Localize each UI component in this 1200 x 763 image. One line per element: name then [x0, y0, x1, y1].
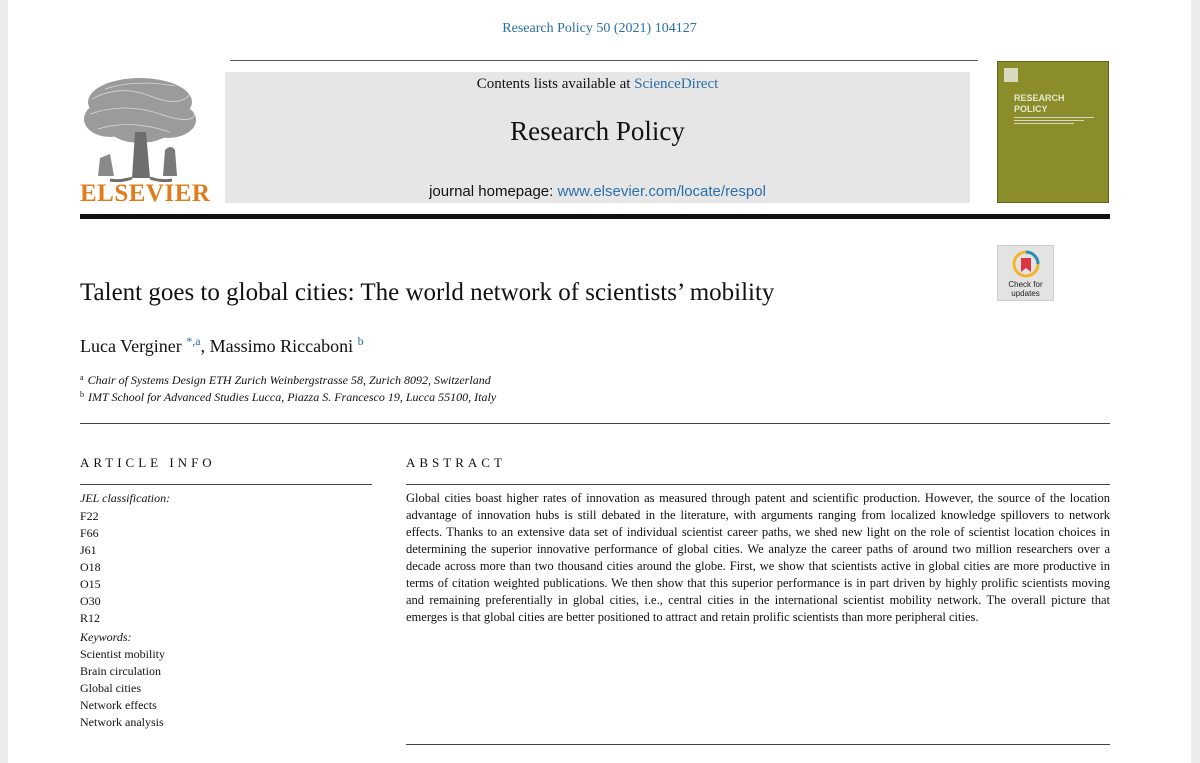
header-thick-rule	[80, 214, 1110, 219]
affiliation-a	[80, 373, 491, 388]
cover-publisher-badge	[1004, 68, 1018, 82]
jel-codes-list	[80, 508, 101, 627]
homepage-line	[225, 183, 970, 200]
keyword: Scientist mobility	[80, 647, 166, 661]
jel-code: O30	[80, 594, 101, 608]
abstract-bottom-rule	[406, 744, 1110, 745]
keyword: Network analysis	[80, 715, 164, 729]
article-title: Talent goes to global cities: The world network of scientists’ mobility	[80, 279, 775, 306]
keyword: Network effects	[80, 698, 157, 712]
affiliation-text: Chair of Systems Design ETH Zurich Weinbergstrasse 58, Zurich 8092, Switzerland	[87, 373, 491, 387]
homepage-prefix: journal homepage:	[429, 183, 558, 200]
sciencedirect-link[interactable]: ScienceDirect	[634, 76, 719, 92]
contents-prefix: Contents lists available at	[476, 76, 635, 92]
affiliation-text: IMT School for Advanced Studies Lucca, Piazza S. Francesco 19, Lucca 55100, Italy	[88, 390, 497, 404]
author-separator: ,	[200, 336, 210, 356]
jel-label: JEL classification:	[80, 491, 171, 505]
cover-title	[1014, 92, 1094, 116]
cover-subtitle-lines	[1014, 117, 1099, 124]
article-info-heading: ARTICLE INFO	[80, 455, 216, 470]
journal-cover-image-icon[interactable]	[997, 61, 1109, 203]
check-for-updates-icon	[1012, 250, 1040, 278]
affiliation-b	[80, 390, 496, 405]
keyword: Brain circulation	[80, 664, 161, 678]
jel-code: J61	[80, 543, 97, 557]
article-info-rule	[80, 484, 372, 485]
author-list	[80, 334, 364, 357]
author-name[interactable]: Luca Verginer	[80, 336, 182, 356]
journal-citation[interactable]: Research Policy 50 (2021) 104127	[502, 21, 697, 36]
abstract-heading: ABSTRACT	[406, 455, 506, 470]
check-for-updates-label: Check for updates	[1008, 280, 1043, 298]
author-marks[interactable]: *,a	[186, 334, 201, 348]
author-name[interactable]: Massimo Riccaboni	[209, 336, 354, 356]
jel-code: R12	[80, 611, 101, 625]
header-rule	[230, 60, 978, 61]
jel-code: F22	[80, 509, 99, 523]
article-page	[8, 0, 1191, 763]
journal-banner	[225, 72, 970, 203]
svg-text:POLICY: POLICY	[1014, 104, 1048, 114]
author-marks[interactable]: b	[357, 334, 364, 348]
svg-text:RESEARCH: RESEARCH	[1014, 93, 1065, 103]
publisher-wordmark[interactable]: ELSEVIER	[80, 180, 211, 207]
contents-line	[225, 76, 970, 93]
affiliation-mark: a	[80, 373, 84, 382]
abstract-rule	[406, 484, 1110, 485]
jel-code: O18	[80, 560, 101, 574]
journal-homepage-link[interactable]: www.elsevier.com/locate/respol	[557, 183, 766, 200]
section-rule	[80, 423, 1110, 424]
keywords-label: Keywords:	[80, 630, 132, 644]
affiliation-mark: b	[80, 390, 84, 399]
cover-title-art	[1014, 92, 1094, 114]
jel-code: O15	[80, 577, 101, 591]
check-for-updates-button[interactable]	[997, 245, 1054, 301]
keywords-list	[80, 646, 165, 731]
abstract-text: Global cities boast higher rates of innovation as measured through patent and scientific production. However, the source of the location advantage of innovation hubs is still debated in the literature, with arguments ranging from localized knowledge spillovers to network effects. Thanks to an extensive data set of individual scientist career paths, we shed new light on the role of scientist location choices in determining the superior innovative performance of global cities. We analyze the career paths of around two million researchers over a decade across more than two thousand cities around the globe. First, we show that scientists active in global cities are more productive in terms of citation weighted publications. We then show that this superior performance is in part driven by highly prolific scientists moving and remaining preferentially in global cities, i.e., central cities in the international scientist mobility network. The overall picture that emerges is that global cities are better positioned to attract and retain prolific scientists than more peripheral cities.	[406, 491, 1110, 624]
journal-name: Research Policy	[510, 116, 685, 146]
jel-code: F66	[80, 526, 99, 540]
keyword: Global cities	[80, 681, 141, 695]
